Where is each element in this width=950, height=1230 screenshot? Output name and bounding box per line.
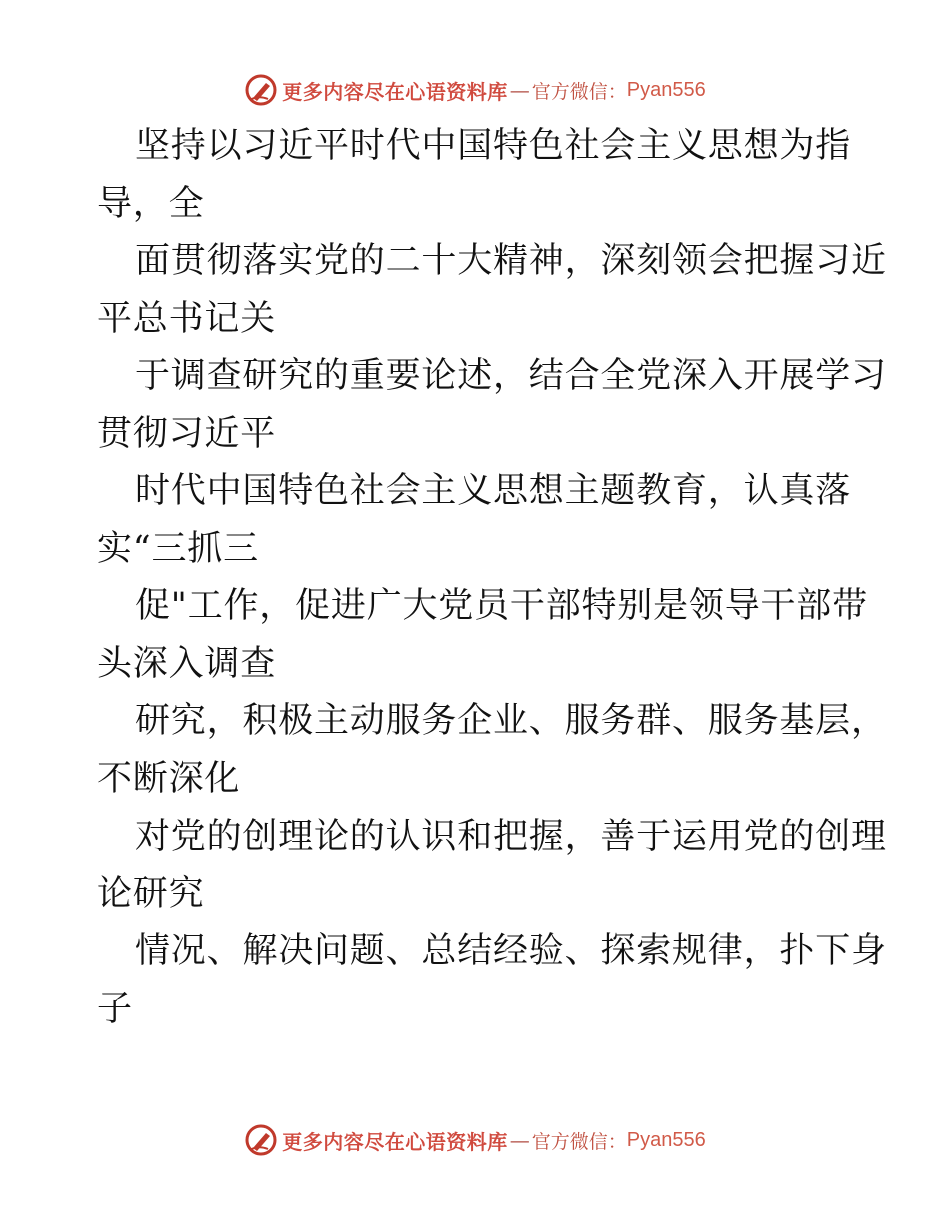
watermark-site-name: 更多内容尽在心语资料库 xyxy=(282,79,508,104)
text-line: 论研究 xyxy=(97,874,205,914)
text-line: 头深入调查 xyxy=(97,644,277,684)
watermark-site-name: 更多内容尽在心语资料库 xyxy=(282,1129,508,1154)
text-line: 于调查研究的重要论述，结合全党深入开展学习 xyxy=(135,356,887,396)
text-line: 研究，积极主动服务企业、服务群、服务基层， xyxy=(135,701,887,741)
text-line: 平总书记关 xyxy=(97,299,277,339)
text-line: 面贯彻落实党的二十大精神，深刻领会把握习近 xyxy=(135,241,887,281)
text-line: 不断深化 xyxy=(97,759,241,799)
watermark-separator: — xyxy=(509,1128,530,1152)
text-line: 导，全 xyxy=(97,184,205,224)
text-line: 对党的创理论的认识和把握，善于运用党的创理 xyxy=(135,817,887,857)
watermark-footer xyxy=(0,1120,950,1160)
text-line: 促"工作，促进广大党员干部特别是领导干部带 xyxy=(135,586,868,626)
watermark-wechat-id: Pyan556 xyxy=(626,78,706,101)
text-line: 子 xyxy=(97,989,133,1029)
watermark-header xyxy=(0,70,950,110)
text-line: 贯彻习近平 xyxy=(97,414,277,454)
text-line: 情况、解决问题、总结经验、探索规律，扑下身 xyxy=(135,931,887,971)
watermark-wechat-label: 官方微信： xyxy=(531,1130,627,1153)
watermark-wechat-label: 官方微信： xyxy=(531,80,627,103)
pen-logo-icon xyxy=(244,73,278,107)
text-line: 时代中国特色社会主义思想主题教育，认真落 xyxy=(135,471,852,511)
watermark-wechat-id: Pyan556 xyxy=(626,1128,706,1151)
watermark-separator: — xyxy=(509,78,530,102)
text-line: 实“三抓三 xyxy=(97,529,259,569)
text-line: 坚持以习近平时代中国特色社会主义思想为指 xyxy=(135,126,852,166)
pen-logo-icon xyxy=(244,1123,278,1157)
